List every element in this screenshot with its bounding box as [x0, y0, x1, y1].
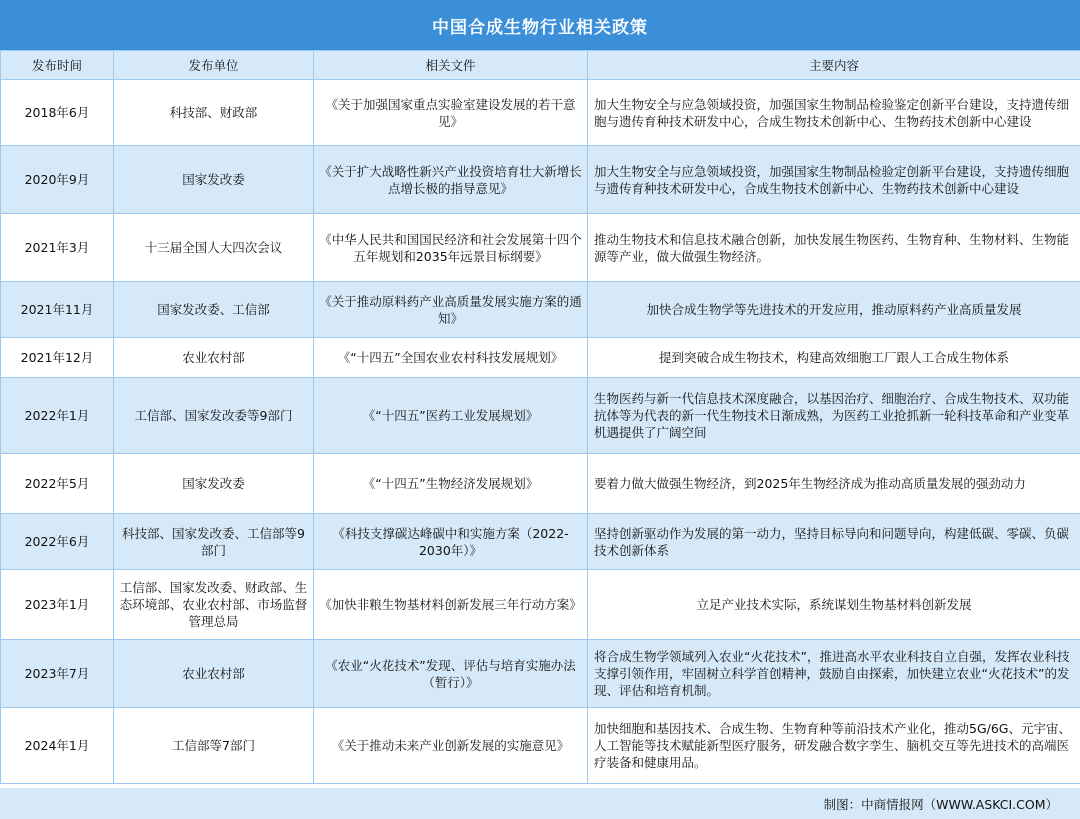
cell-org: 农业农村部 — [114, 338, 314, 378]
cell-org: 国家发改委 — [114, 146, 314, 214]
cell-content: 加大生物安全与应急领域投资，加强国家生物制品检验鉴定创新平台建设，支持遗传细胞与遗传育种技术研发中心，合成生物技术创新中心、生物药技术创新中心建设 — [588, 80, 1080, 146]
cell-org: 农业农村部 — [114, 640, 314, 708]
cell-date: 2023年7月 — [1, 640, 114, 708]
cell-doc: 《关于扩大战略性新兴产业投资培育壮大新增长点增长极的指导意见》 — [314, 146, 588, 214]
cell-date: 2022年1月 — [1, 378, 114, 454]
table-row — [1, 514, 1080, 570]
cell-date: 2020年9月 — [1, 146, 114, 214]
table-row — [1, 454, 1080, 514]
cell-doc: 《关于加强国家重点实验室建设发展的若干意见》 — [314, 80, 588, 146]
cell-doc: 《“十四五”医药工业发展规划》 — [314, 378, 588, 454]
table-row — [1, 146, 1080, 214]
table-row — [1, 708, 1080, 784]
cell-content: 加大生物安全与应急领域投资，加强国家生物制品检验定创新平台建设，支持遗传细胞与遗传育种技术研发中心，合成生物技术创新中心、生物药技术创新中心建设 — [588, 146, 1080, 214]
cell-content: 提到突破合成生物技术，构建高效细胞工厂跟人工合成生物体系 — [588, 338, 1080, 378]
cell-content: 要着力做大做强生物经济，到2025年生物经济成为推动高质量发展的强劲动力 — [588, 454, 1080, 514]
cell-org: 科技部、国家发改委、工信部等9部门 — [114, 514, 314, 570]
source-footer: 制图：中商情报网（WWW.ASKCI.COM） — [0, 788, 1080, 819]
cell-org: 国家发改委 — [114, 454, 314, 514]
cell-date: 2021年3月 — [1, 214, 114, 282]
table-row — [1, 214, 1080, 282]
header-date: 发布时间 — [1, 51, 114, 80]
cell-org: 国家发改委、工信部 — [114, 282, 314, 338]
cell-org: 十三届全国人大四次会议 — [114, 214, 314, 282]
cell-doc: 《关于推动原料药产业高质量发展实施方案的通知》 — [314, 282, 588, 338]
cell-doc: 《关于推动未来产业创新发展的实施意见》 — [314, 708, 588, 784]
cell-doc: 《“十四五”生物经济发展规划》 — [314, 454, 588, 514]
cell-content: 立足产业技术实际，系统谋划生物基材料创新发展 — [588, 570, 1080, 640]
table-row — [1, 378, 1080, 454]
cell-date: 2022年5月 — [1, 454, 114, 514]
policy-table — [0, 50, 1080, 784]
table-header-row — [1, 51, 1080, 80]
table-row — [1, 640, 1080, 708]
cell-content: 将合成生物学领域列入农业“火花技术”，推进高水平农业科技自立自强，发挥农业科技支撑引领作用，牢固树立科学首创精神，鼓励自由探索，加快建立农业“火花技术”的发现、评估和培育机制。 — [588, 640, 1080, 708]
cell-doc: 《科技支撑碳达峰碳中和实施方案（2022-2030年）》 — [314, 514, 588, 570]
page-title: 中国合成生物行业相关政策 — [0, 0, 1080, 50]
cell-doc: 《加快非粮生物基材料创新发展三年行动方案》 — [314, 570, 588, 640]
cell-content: 坚持创新驱动作为发展的第一动力，坚持目标导向和问题导向，构建低碳、零碳、负碳技术创新体系 — [588, 514, 1080, 570]
cell-date: 2024年1月 — [1, 708, 114, 784]
cell-org: 工信部、国家发改委等9部门 — [114, 378, 314, 454]
table-row — [1, 570, 1080, 640]
cell-date: 2023年1月 — [1, 570, 114, 640]
cell-date: 2022年6月 — [1, 514, 114, 570]
header-content: 主要内容 — [588, 51, 1080, 80]
cell-date: 2018年6月 — [1, 80, 114, 146]
cell-content: 加快合成生物学等先进技术的开发应用，推动原料药产业高质量发展 — [588, 282, 1080, 338]
cell-date: 2021年11月 — [1, 282, 114, 338]
cell-content: 推动生物技术和信息技术融合创新，加快发展生物医药、生物育种、生物材料、生物能源等产业，做大做强生物经济。 — [588, 214, 1080, 282]
table-row — [1, 338, 1080, 378]
cell-doc: 《“十四五”全国农业农村科技发展规划》 — [314, 338, 588, 378]
cell-content: 生物医药与新一代信息技术深度融合，以基因治疗、细胞治疗、合成生物技术、双功能抗体等为代表的新一代生物技术日渐成熟，为医药工业抢抓新一轮科技革命和产业变革机遇提供了广阔空间 — [588, 378, 1080, 454]
cell-org: 科技部、财政部 — [114, 80, 314, 146]
table-row — [1, 282, 1080, 338]
table-row — [1, 80, 1080, 146]
header-org: 发布单位 — [114, 51, 314, 80]
cell-org: 工信部、国家发改委、财政部、生态环境部、农业农村部、市场监督管理总局 — [114, 570, 314, 640]
cell-doc: 《中华人民共和国国民经济和社会发展第十四个五年规划和2035年远景目标纲要》 — [314, 214, 588, 282]
cell-date: 2021年12月 — [1, 338, 114, 378]
cell-org: 工信部等7部门 — [114, 708, 314, 784]
header-doc: 相关文件 — [314, 51, 588, 80]
cell-doc: 《农业“火花技术”发现、评估与培育实施办法（暂行）》 — [314, 640, 588, 708]
cell-content: 加快细胞和基因技术、合成生物、生物育种等前沿技术产业化，推动5G/6G、元宇宙、人工智能等技术赋能新型医疗服务，研发融合数字孪生、脑机交互等先进技术的高端医疗装备和健康用品。 — [588, 708, 1080, 784]
